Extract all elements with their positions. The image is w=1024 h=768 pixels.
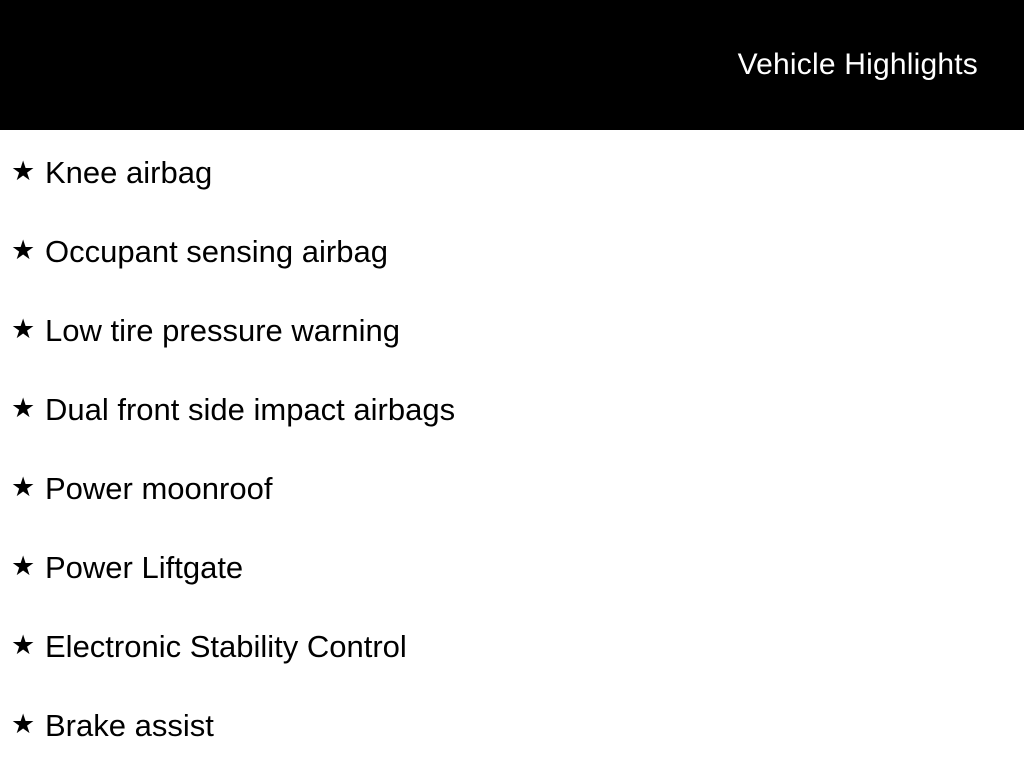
item-label: Power moonroof [45, 470, 273, 506]
item-label: Dual front side impact airbags [45, 391, 456, 427]
list-item [0, 686, 1024, 765]
star-icon: ★ [11, 630, 36, 660]
star-icon: ★ [11, 314, 36, 344]
star-icon: ★ [11, 472, 36, 502]
list-item [0, 607, 1024, 686]
list-item [0, 133, 1024, 212]
item-label: Power Liftgate [45, 549, 244, 585]
list-item [0, 528, 1024, 607]
list-item [0, 449, 1024, 528]
star-icon: ★ [11, 156, 36, 186]
list-item [0, 212, 1024, 291]
list-item [0, 370, 1024, 449]
list-item [0, 291, 1024, 370]
item-label: Occupant sensing airbag [45, 233, 388, 269]
header-bar [0, 0, 1024, 130]
page-title: Vehicle Highlights [737, 48, 978, 81]
star-icon: ★ [11, 709, 36, 739]
item-label: Knee airbag [45, 154, 213, 190]
star-icon: ★ [11, 551, 36, 581]
item-label: Brake assist [45, 707, 214, 743]
star-icon: ★ [11, 235, 36, 265]
star-icon: ★ [11, 393, 36, 423]
item-label: Electronic Stability Control [45, 628, 407, 664]
item-label: Low tire pressure warning [45, 312, 400, 348]
highlights-list [0, 133, 1024, 765]
